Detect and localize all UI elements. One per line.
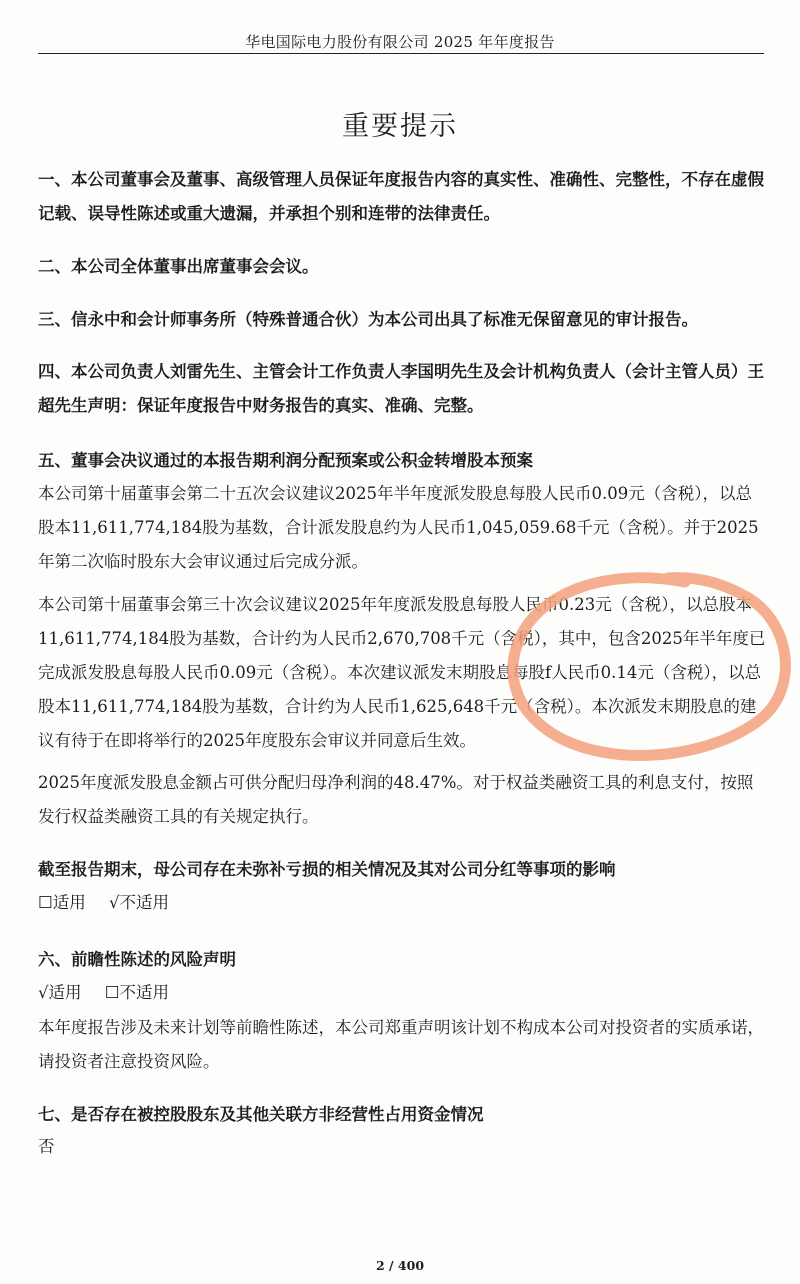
header-rule	[38, 53, 764, 54]
item-5-heading: 五、董事会决议通过的本报告期利润分配预案或公积金转增股本预案	[38, 451, 533, 470]
running-header: 华电国际电力股份有限公司 2025 年年度报告	[245, 33, 555, 51]
deficit-options	[38, 888, 187, 918]
item-6-option-applicable: √适用	[38, 983, 82, 1002]
deficit-option-applicable: ☐适用	[38, 893, 86, 912]
item-2-statement: 二、本公司全体董事出席董事会会议。	[38, 257, 319, 276]
item-7-answer: 否	[38, 1137, 55, 1156]
deficit-option-not-applicable: √不适用	[109, 893, 170, 912]
item-5-paragraph-interim-dividend: 本公司第十届董事会第二十五次会议建议2025年半年度派发股息每股人民币0.09元（含税），以总股本11,611,774,184股为基数，合计派发股息约为人民币1,045,059.68千元（含税）。并于2025年第二次临时股东大会审议通过后完成分派。	[38, 484, 759, 571]
page-title: 重要提示	[342, 111, 458, 142]
page-number: 2 / 400	[375, 1258, 425, 1273]
deficit-heading: 截至报告期末，母公司存在未弥补亏损的相关情况及其对公司分红等事项的影响	[38, 860, 616, 879]
item-7-heading: 七、是否存在被控股股东及其他关联方非经营性占用资金情况	[38, 1105, 484, 1124]
item-6-paragraph: 本年度报告涉及未来计划等前瞻性陈述，本公司郑重声明该计划不构成本公司对投资者的实质承诺，请投资者注意投资风险。	[38, 1018, 764, 1071]
item-1-statement: 一、本公司董事会及董事、高级管理人员保证年度报告内容的真实性、准确性、完整性，不存在虚假记载、误导性陈述或重大遗漏，并承担个别和连带的法律责任。	[38, 170, 764, 223]
item-6-options	[38, 978, 187, 1008]
item-4-statement: 四、本公司负责人刘雷先生、主管会计工作负责人李国明先生及会计机构负责人（会计主管人员）王超先生声明：保证年度报告中财务报告的真实、准确、完整。	[38, 362, 764, 415]
item-6-heading: 六、前瞻性陈述的风险声明	[38, 950, 236, 969]
item-3-statement: 三、信永中和会计师事务所（特殊普通合伙）为本公司出具了标准无保留意见的审计报告。	[38, 310, 698, 329]
item-6-option-not-applicable: ☐不适用	[104, 983, 170, 1002]
item-5-paragraph-final-dividend: 本公司第十届董事会第三十次会议建议2025年年度派发股息每股人民币0.23元（含税），以总股本11,611,774,184股为基数，合计约为人民币2,670,708千元（含税），其中，包含2025年半年度已完成派发股息每股人民币0.09元（含税）。本次建议派发末期股息每股f人民币0.14元（含税），以总股本11,611,774,184股为基数，合计约为人民币1,625,648千元（含税）。本次派发末期股息的建议有待于在即将举行的2025年度股东会审议并同意后生效。	[38, 595, 766, 750]
item-5-paragraph-payout-ratio: 2025年度派发股息金额占可供分配归母净利润的48.47%。对于权益类融资工具的利息支付，按照发行权益类融资工具的有关规定执行。	[38, 773, 754, 826]
